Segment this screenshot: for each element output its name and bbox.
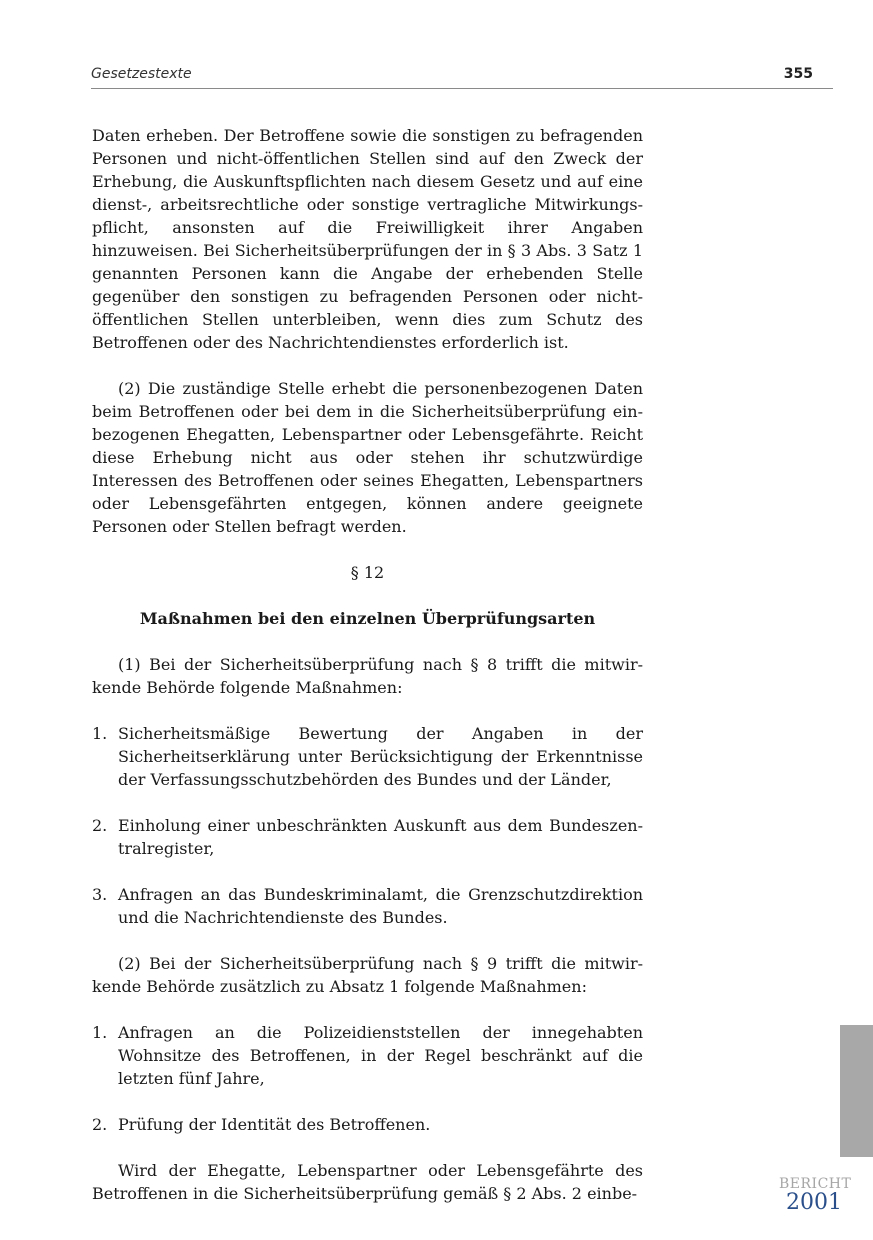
list-item [92, 1113, 643, 1136]
list-item-number: 2. [92, 1115, 108, 1134]
list-item [92, 814, 643, 860]
page-body [92, 124, 643, 1228]
report-logo [779, 1176, 852, 1215]
paragraph-2: (2) Die zuständige Stelle erhebt die personenbezogenen Daten beim Betroffenen oder bei dem in die Sicherheitsüberprüfung einbezogenen Ehegatten, Lebenspartner oder Lebensgefährte. Reicht diese Erhebung nicht aus oder stehen ihr schutzwürdige Interessen des Betroffenen oder seines Ehegatten, Lebenspartners oder Lebensgefährten entgegen, können andere geeignete Personen oder Stellen befragt werden. [92, 379, 643, 536]
paragraph-1-measures: (1) Bei der Sicherheitsüberprüfung nach § 8 trifft die mitwirkende Behörde folgende Maßnahmen: [92, 655, 643, 697]
paragraph-spouse: Wird der Ehegatte, Lebenspartner oder Lebensgefährte des Betroffenen in die Sicherheitsüberprüfung gemäß § 2 Abs. 2 einbe- [92, 1161, 643, 1203]
list-item [92, 883, 643, 929]
list-item-text: Anfragen an das Bundeskriminalamt, die Grenzschutzdirektion und die Nachrichtendienste des Bundes. [118, 885, 643, 927]
list-item-number: 1. [92, 724, 108, 743]
list-item-number: 3. [92, 885, 108, 904]
list-item-text: Sicherheitsmäßige Bewertung der Angaben in der Sicherheitserklärung unter Berücksichtigung der Erkenntnisse der Verfassungsschutzbehörden des Bundes und der Länder, [118, 724, 643, 789]
running-header [91, 66, 833, 89]
list-item-text: Prüfung der Identität des Betroffenen. [118, 1115, 431, 1134]
paragraph-2-measures: (2) Bei der Sicherheitsüberprüfung nach § 9 trifft die mitwirkende Behörde zusätzlich zu Absatz 1 folgende Maßnahmen: [92, 954, 643, 996]
list-item [92, 1021, 643, 1090]
logo-word: BERICHT [779, 1176, 852, 1192]
measures-list-2 [92, 1021, 643, 1136]
measures-list-1 [92, 722, 643, 929]
list-item-text: Anfragen an die Polizeidienststellen der innegehabten Wohnsitze des Betroffenen, in der Regel beschränkt auf die letzten fünf Jahre, [118, 1023, 643, 1088]
section-title: Maßnahmen bei den einzelnen Überprüfungsarten [139, 609, 596, 628]
list-item-text: Einholung einer unbeschränkten Auskunft aus dem Bundeszentralregister, [118, 816, 643, 858]
paragraph-continued: Daten erheben. Der Betroffene sowie die sonstigen zu befragenden Personen und nicht-öffentlichen Stellen sind auf den Zweck der Erhebung, die Auskunftspflichten nach diesem Gesetz und auf eine dienst-, arbeitsrechtliche oder sonstige vertragliche Mitwirkungspflicht, ansonsten auf die Freiwilligkeit ihrer Angaben hinzuweisen. Bei Sicherheitsüberprüfungen der in § 3 Abs. 3 Satz 1 genannten Personen kann die Angabe der erhebenden Stelle gegenüber den sonstigen zu befragenden Personen oder nicht-öffentlichen Stellen unterbleiben, wenn dies zum Schutz des Betroffenen oder des Nachrichtendienstes erforderlich ist. [92, 126, 643, 352]
list-item-number: 1. [92, 1023, 108, 1042]
list-item-number: 2. [92, 816, 108, 835]
page-number: 355 [783, 66, 813, 82]
list-item [92, 722, 643, 791]
header-section-title: Gesetzestexte [91, 66, 192, 82]
section-number: § 12 [350, 563, 385, 582]
chapter-tab-marker [840, 1025, 873, 1157]
logo-year: 2001 [786, 1190, 842, 1215]
